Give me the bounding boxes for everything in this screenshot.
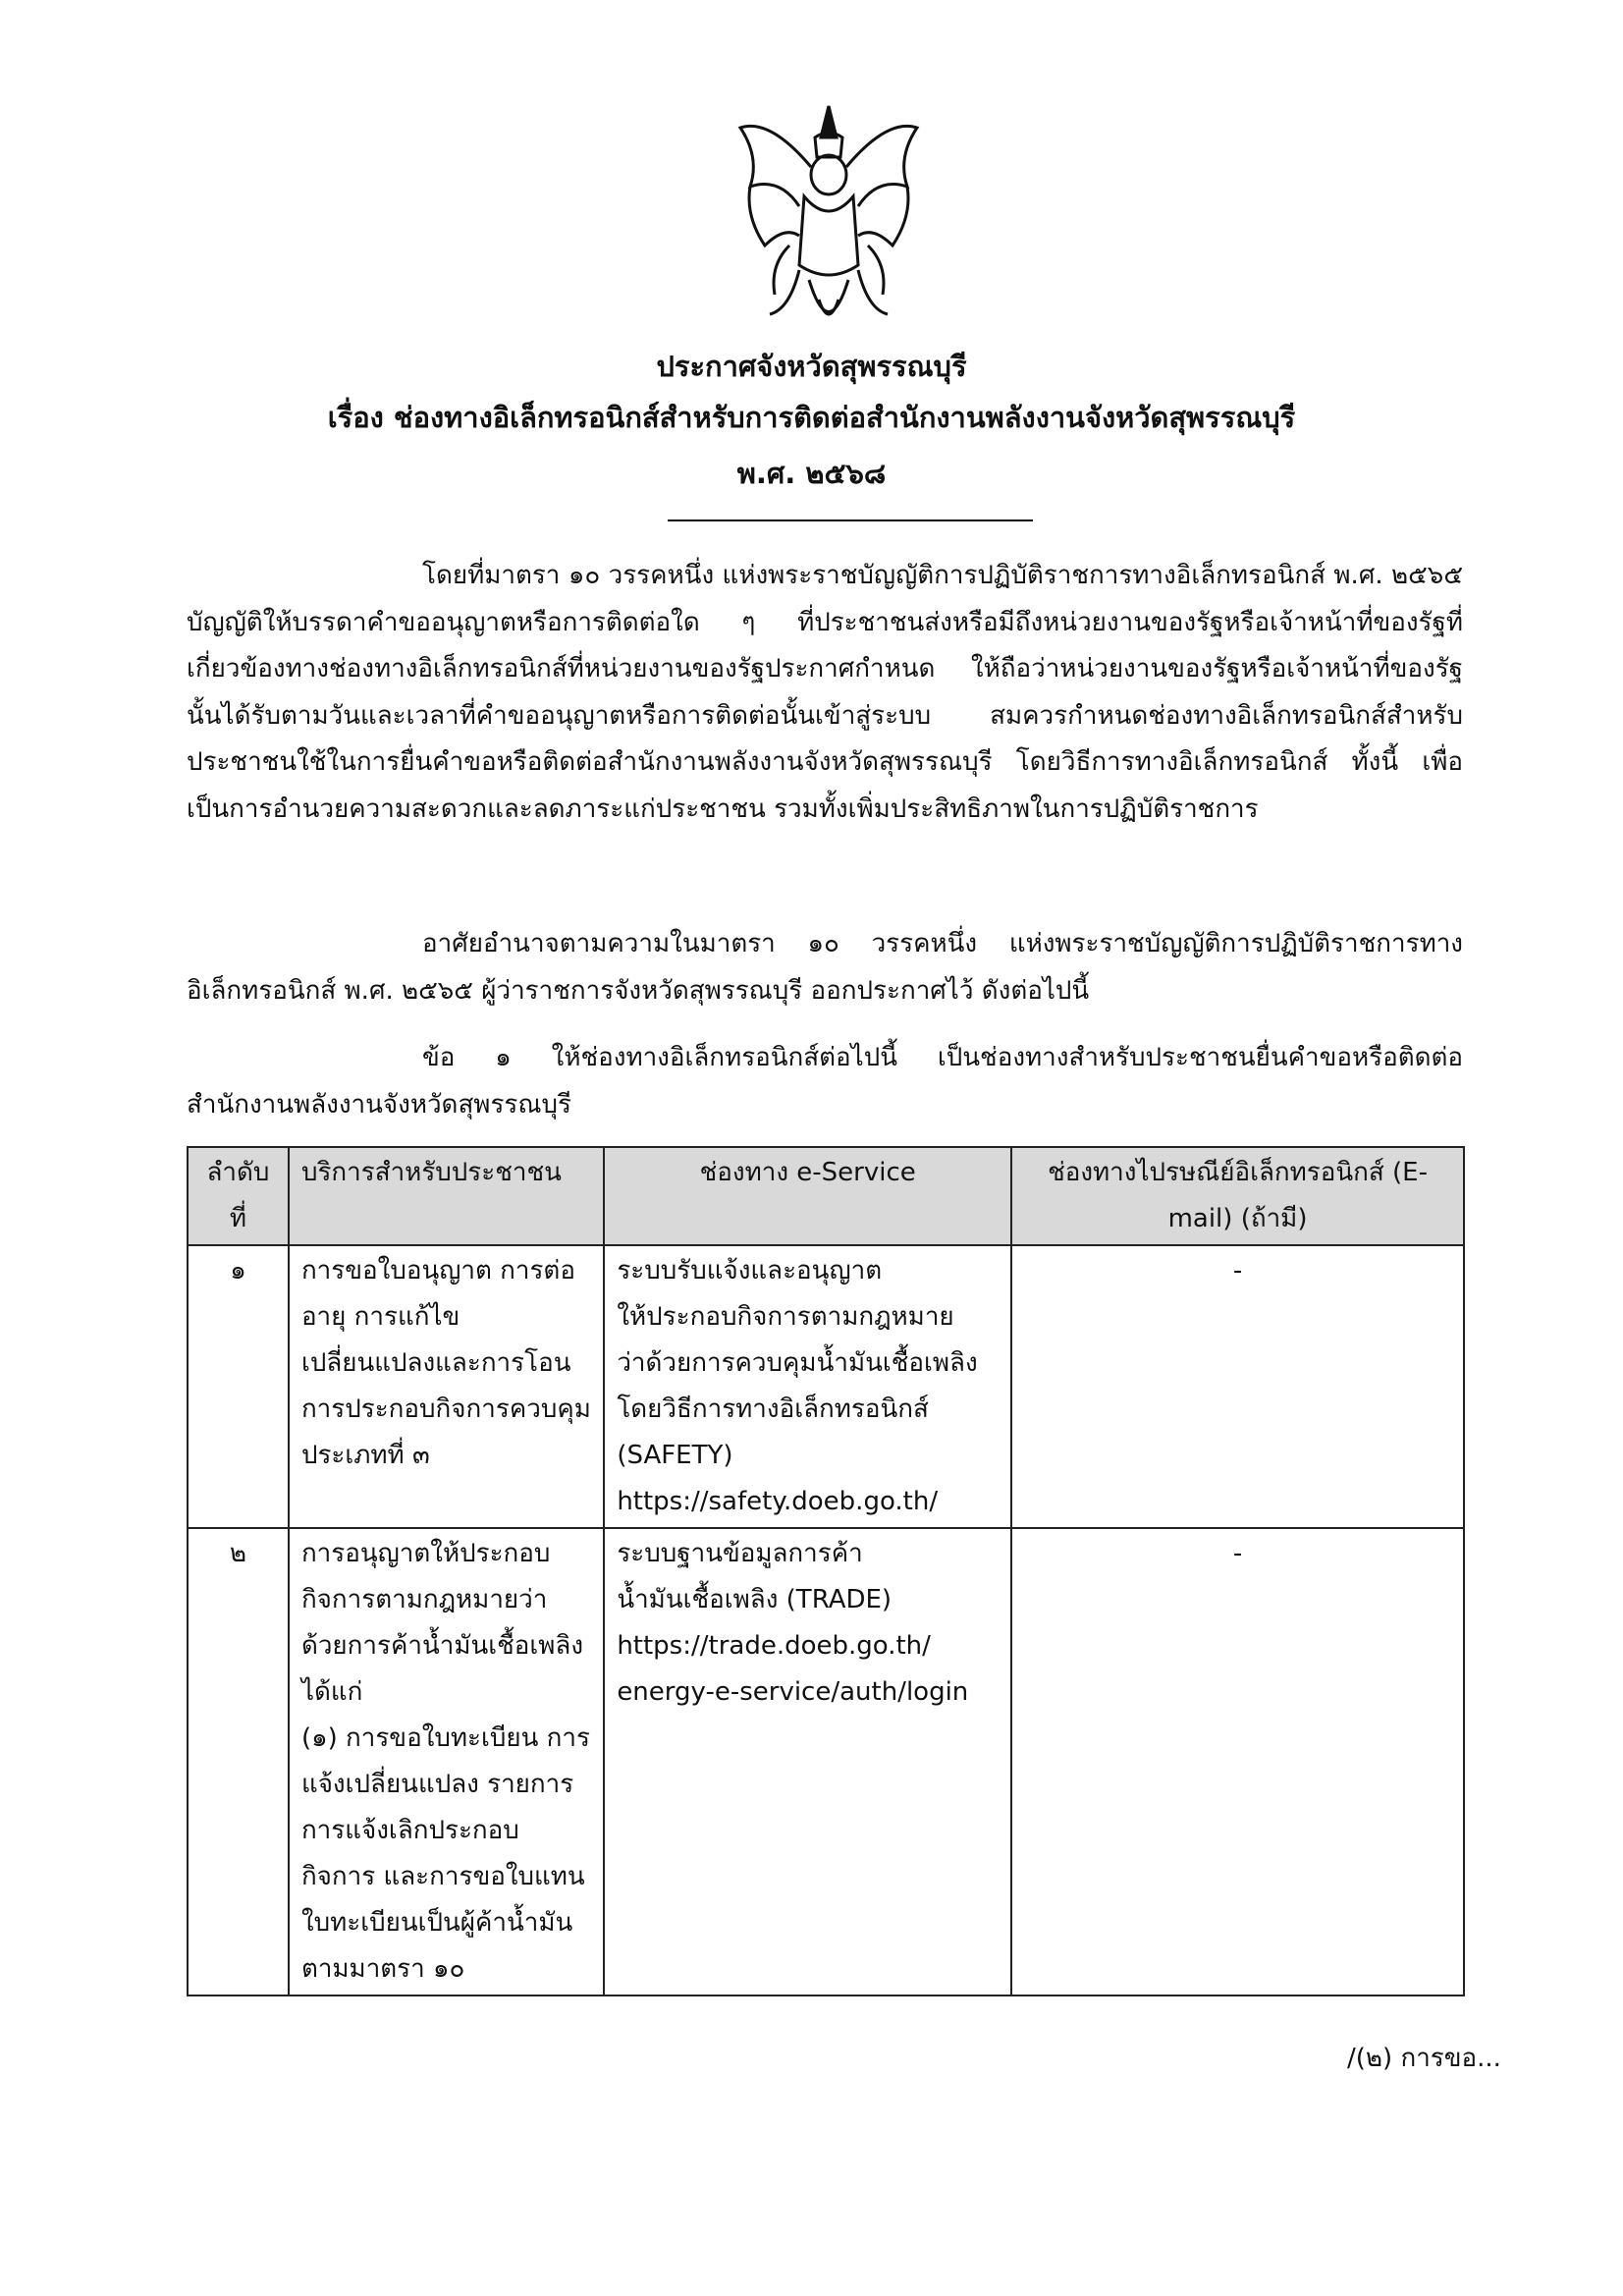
eservice-channel	[604, 1528, 1011, 1995]
eservice-line: (SAFETY)	[617, 1441, 733, 1470]
paragraph-clause-1: ข้อ ๑ ให้ช่องทางอิเล็กทรอนิกส์ต่อไปนี้ เป็นช่องทางสำหรับประชาชนยื่นคำขอหรือติดต่อสำนักงานพลังงานจังหวัดสุพรรณบุรี	[187, 1043, 1463, 1120]
eservice-link[interactable]: https://trade.doeb.go.th/	[617, 1631, 931, 1661]
header-email: ช่องทางไปรษณีย์อิเล็กทรอนิกส์ (E-mail) (ถ้ามี)	[1011, 1147, 1464, 1245]
email-channel: -	[1011, 1245, 1464, 1528]
eservice-link[interactable]: https://safety.doeb.go.th/	[617, 1487, 939, 1516]
table-header-row	[188, 1147, 1464, 1245]
header-no: ลำดับ ที่	[188, 1147, 289, 1245]
service-item: (๑) การขอใบทะเบียน การแจ้งเปลี่ยนแปลง รายการ การแจ้งเลิกประกอบกิจการ และการขอใบแทนใบทะเบียนเป็นผู้ค้าน้ำมันตามมาตรา ๑๐	[300, 1723, 590, 1984]
paragraph-authority: อาศัยอำนาจตามความในมาตรา ๑๐ วรรคหนึ่ง แห่งพระราชบัญญัติการปฏิบัติราชการทางอิเล็กทรอนิกส์ พ.ศ. ๒๕๖๕ ผู้ว่าราชการจังหวัดสุพรรณบุรี ออกประกาศไว้ ดังต่อไปนี้	[187, 929, 1463, 1006]
eservice-line: ให้ประกอบกิจการตามกฎหมาย	[617, 1302, 954, 1332]
page-continuation: /(๒) การขอ...	[1347, 2044, 1501, 2073]
eservice-line: ระบบรับแจ้งและอนุญาต	[617, 1256, 883, 1285]
paragraph-preamble: โดยที่มาตรา ๑๐ วรรคหนึ่ง แห่งพระราชบัญญัติการปฏิบัติราชการทางอิเล็กทรอนิกส์ พ.ศ. ๒๕๖๕ บัญญัติให้บรรดาคำขออนุญาตหรือการติดต่อใด ๆ ที่ประชาชนส่งหรือมีถึงหน่วยงานของรัฐหรือเจ้าหน้าที่ของรัฐที่เกี่ยวข้องทางช่องทางอิเล็กทรอนิกส์ที่หน่วยงานของรัฐประกาศกำหนด ให้ถือว่าหน่วยงานของรัฐหรือเจ้าหน้าที่ของรัฐนั้นได้รับตามวันและเวลาที่คำขออนุญาตหรือการติดต่อนั้นเข้าสู่ระบบ สมควรกำหนดช่องทางอิเล็กทรอนิกส์สำหรับประชาชนใช้ในการยื่นคำขอหรือติดต่อสำนักงานพลังงานจังหวัดสุพรรณบุรี โดยวิธีการทางอิเล็กทรอนิกส์ ทั้งนี้ เพื่อเป็นการอำนวยความสะดวกและลดภาระแก่ประชาชน รวมทั้งเพิ่มประสิทธิภาพในการปฏิบัติราชการ	[187, 561, 1463, 824]
title-divider	[668, 519, 1033, 521]
service-description: การขอใบอนุญาต การต่ออายุ การแก้ไขเปลี่ยนแปลงและการโอนการประกอบกิจการควบคุมประเภทที่ ๓	[289, 1245, 604, 1528]
eservice-link[interactable]: energy-e-service/auth/login	[617, 1677, 969, 1707]
table-row	[188, 1528, 1464, 1995]
eservice-line: โดยวิธีการทางอิเล็กทรอนิกส์	[617, 1394, 929, 1424]
table-row	[188, 1245, 1464, 1528]
document-subject: เรื่อง ช่องทางอิเล็กทรอนิกส์สำหรับการติดต่อสำนักงานพลังงานจังหวัดสุพรรณบุรี	[327, 401, 1296, 434]
eservice-line: น้ำมันเชื้อเพลิง (TRADE)	[617, 1585, 893, 1614]
eservice-channel	[604, 1245, 1011, 1528]
service-intro: การอนุญาตให้ประกอบกิจการตามกฎหมายว่าด้วยการค้าน้ำมันเชื้อเพลิง ได้แก่	[300, 1539, 584, 1707]
row-number: ๒	[188, 1528, 289, 1995]
document-title: ประกาศจังหวัดสุพรรณบุรี	[656, 350, 967, 383]
service-description	[289, 1528, 604, 1995]
garuda-emblem	[730, 98, 927, 349]
row-number: ๑	[188, 1245, 289, 1528]
eservice-table	[187, 1146, 1465, 1996]
eservice-line: ระบบฐานข้อมูลการค้า	[617, 1539, 863, 1568]
document-year: พ.ศ. ๒๕๖๘	[736, 457, 887, 490]
header-service: บริการสำหรับประชาชน	[289, 1147, 604, 1245]
header-eservice: ช่องทาง e-Service	[604, 1147, 1011, 1245]
email-channel: -	[1011, 1528, 1464, 1995]
eservice-line: ว่าด้วยการควบคุมน้ำมันเชื้อเพลิง	[617, 1348, 978, 1378]
